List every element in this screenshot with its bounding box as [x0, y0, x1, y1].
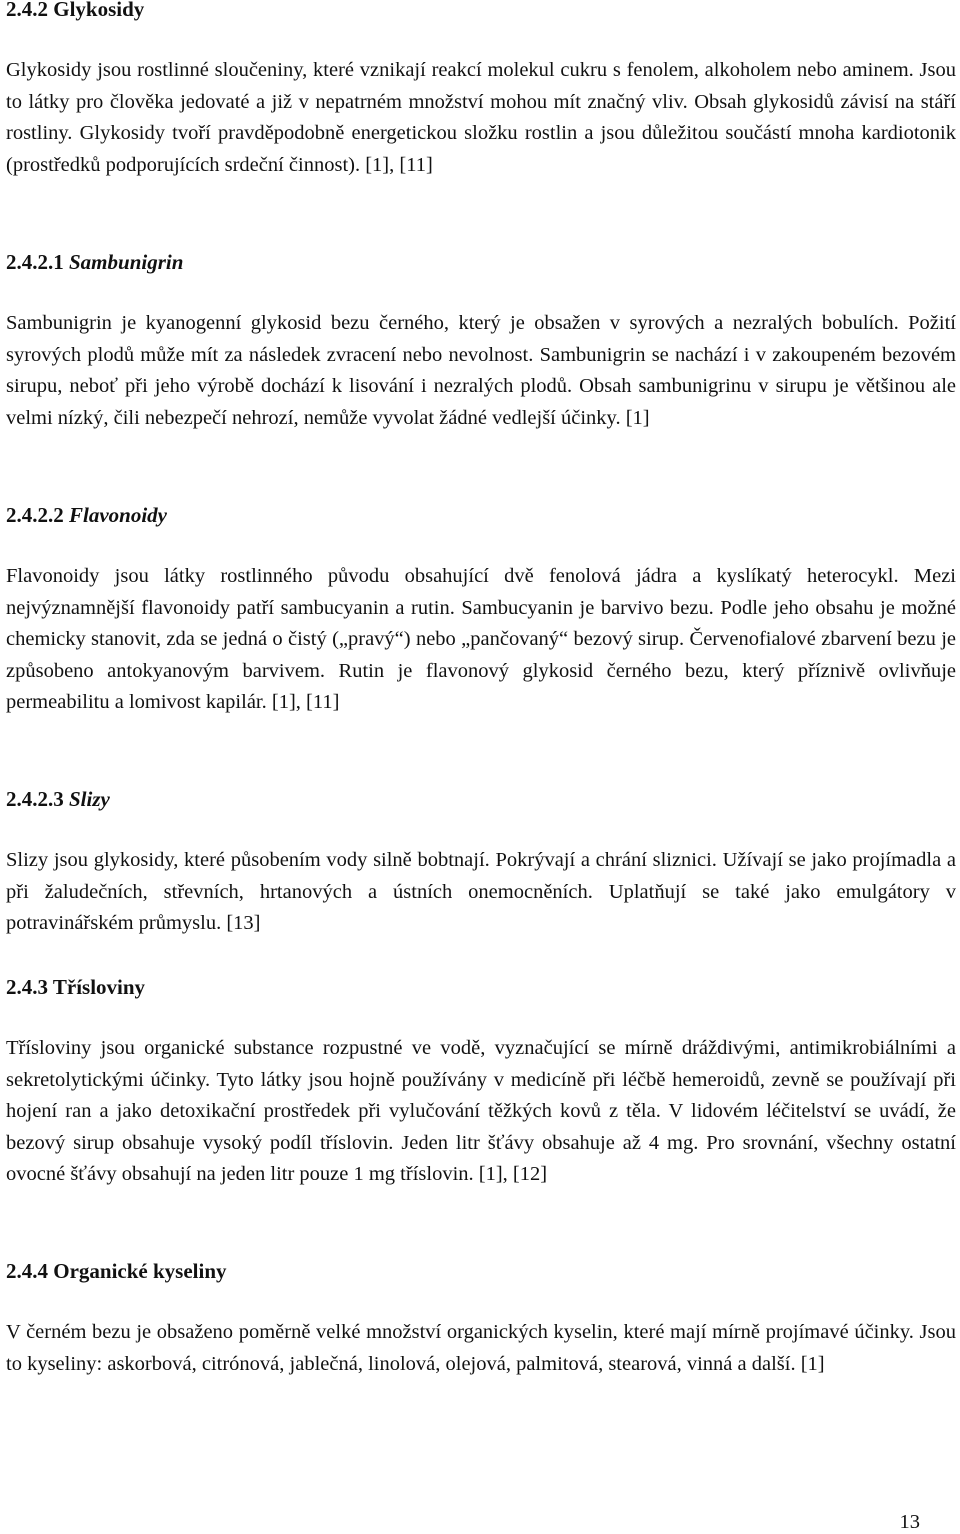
- heading-number: 2.4.2.2: [6, 503, 64, 527]
- paragraph-sambunigrin: Sambunigrin je kyanogenní glykosid bezu černého, který je obsažen v syrových a nezralých bobulích. Požití syrových plodů může mít za následek zvracení nebo nevolnost. Sambunigrin se nachází i v zakoupeném bezovém sirupu, neboť při jeho výrobě dochází k lisování i nezralých plodů. Obsah sambunigrinu v sirupu je většinou ale velmi nízký, čili nebezpečí nehrozí, nemůže vyvolat žádné vedlejší účinky. [1]: [6, 312, 956, 429]
- heading-number: 2.4.4: [6, 1259, 48, 1283]
- heading-title: Sambunigrin: [69, 250, 184, 274]
- heading-number: 2.4.3: [6, 975, 48, 999]
- section-heading-slizy: [6, 787, 110, 811]
- section-heading-sambunigrin: [6, 250, 183, 274]
- paragraph-flavonoidy: Flavonoidy jsou látky rostlinného původu obsahující dvě fenolová jádra a kyslíkatý heterocykl. Mezi nejvýznamnější flavonoidy patří sambucyanin a rutin. Sambucyanin je barvivo bezu. Podle jeho obsahu je možné chemicky stanovit, zda se jedná o čistý („pravý“) nebo „pančovaný“ bezový sirup. Červenofialové zbarvení bezu je způsobeno antokyanovým barvivem. Rutin je flavonový glykosid černého bezu, který příznivě ovlivňuje permeabilitu a lomivost kapilár. [1], [11]: [6, 565, 956, 713]
- heading-title: Slizy: [69, 787, 110, 811]
- section-heading-glykosidy: [6, 0, 144, 21]
- page-number: 13: [899, 1511, 920, 1533]
- heading-number: 2.4.2.3: [6, 787, 64, 811]
- paragraph-glykosidy: Glykosidy jsou rostlinné sloučeniny, které vznikají reakcí molekul cukru s fenolem, alkoholem nebo aminem. Jsou to látky pro člověka jedovaté a již v nepatrném množství mohou mít značný vliv. Obsah glykosidů závisí na stáří rostliny. Glykosidy tvoří pravděpodobně energetickou složku rostlin a jsou důležitou součástí mnoha kardiotonik (prostředků podporujících srdeční činnost). [1], [11]: [6, 59, 956, 176]
- heading-title: Třísloviny: [52, 975, 146, 999]
- paragraph-slizy: Slizy jsou glykosidy, které působením vody silně bobtnají. Pokrývají a chrání sliznici. Užívají se jako projímadla a při žaludečních, střevních, hrtanových a ústních onemocněních. Uplatňují se také jako emulgátory v potravinářském průmyslu. [13]: [6, 849, 956, 934]
- paragraph-trisloviny: Třísloviny jsou organické substance rozpustné ve vodě, vyznačující se mírně dráždivými, antimikrobiálními a sekretolytickými účinky. Tyto látky jsou hojně používány v medicíně při léčbě hemeroidů, zevně se používají při hojení ran a jako detoxikační prostředek při vylučování těžkých kovů z těla. V lidovém léčitelství se uvádí, že bezový sirup obsahuje vysoký podíl tříslovin. Jeden litr šťávy obsahuje až 4 mg. Pro srovnání, všechny ostatní ovocné šťávy obsahují na jeden litr pouze 1 mg tříslovin. [1], [12]: [6, 1037, 956, 1185]
- section-heading-flavonoidy: [6, 503, 167, 527]
- heading-title: Glykosidy: [53, 0, 145, 21]
- heading-number: 2.4.2.1: [6, 250, 64, 274]
- heading-title: Flavonoidy: [69, 503, 167, 527]
- section-heading-trisloviny: [6, 975, 145, 999]
- heading-title: Organické kyseliny: [53, 1259, 227, 1283]
- section-heading-organicke-kyseliny: [6, 1259, 227, 1283]
- paragraph-organicke-kyseliny: V černém bezu je obsaženo poměrně velké množství organických kyselin, které mají mírně projímavé účinky. Jsou to kyseliny: askorbová, citrónová, jablečná, linolová, olejová, palmitová, stearová, vinná a další. [1]: [6, 1321, 956, 1375]
- heading-number: 2.4.2: [6, 0, 48, 21]
